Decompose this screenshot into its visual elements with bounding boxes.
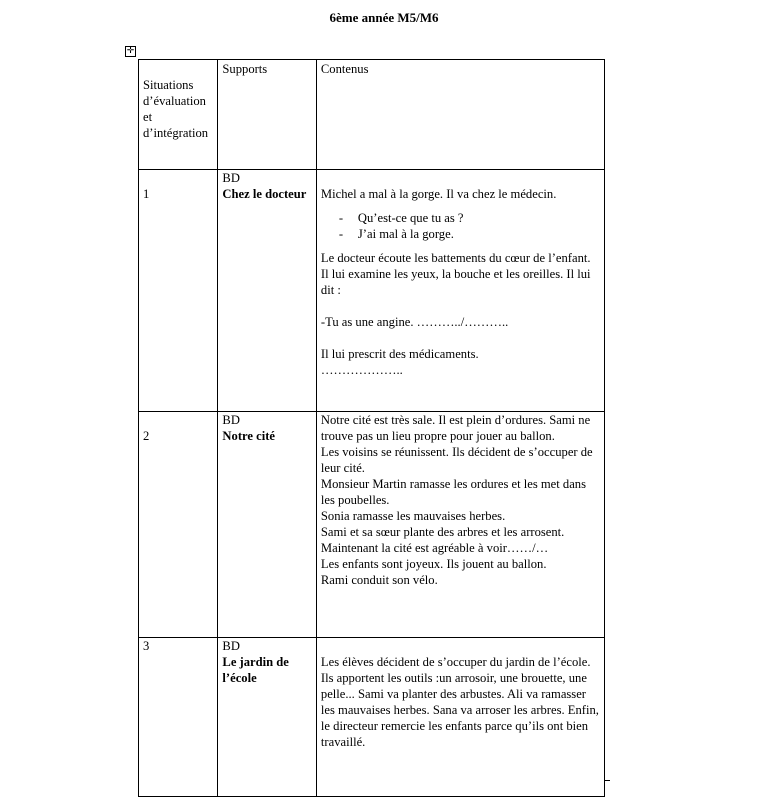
- content-intro: Michel a mal à la gorge. Il va chez le médecin.: [320, 187, 557, 201]
- support-cell: [218, 170, 316, 412]
- row-number-cell: [139, 638, 218, 797]
- dialogue-line: - J’ai mal à la gorge.: [339, 226, 600, 242]
- support-title: Notre cité: [222, 429, 275, 443]
- row-number: 1: [143, 187, 150, 201]
- header-contenus: Contenus: [316, 60, 604, 170]
- table-row: [139, 638, 605, 797]
- content-cell: [316, 638, 604, 797]
- support-type: BD: [222, 171, 240, 185]
- content-paragraph: Les élèves décident de s’occuper du jardin de l’école. Ils apportent les outils :un arrosoir, une brouette, une pelle... Sami va planter des arbustes. Ali va ramasser les mauvaises herbes. Sana va arroser les arbres. Enfin, le directeur remercie les enfants parce qu’ils ont bien travaillé.: [320, 655, 599, 749]
- content-paragraph: -Tu as une angine. ………../………..: [320, 315, 509, 329]
- content-line: Rami conduit son vélo.: [320, 573, 438, 587]
- support-title: Chez le docteur: [222, 187, 307, 201]
- content-line: Sonia ramasse les mauvaises herbes.: [320, 509, 506, 523]
- content-line: Monsieur Martin ramasse les ordures et les met dans les poubelles.: [320, 477, 587, 507]
- dialogue-line: - Qu’est-ce que tu as ?: [339, 210, 600, 226]
- content-line: Sami et sa sœur plante des arbres et les arrosent.: [320, 525, 565, 539]
- table-end-mark: [604, 780, 610, 781]
- page-title: 6ème année M5/M6: [329, 10, 439, 25]
- row-number: 2: [143, 429, 150, 443]
- row-number-cell: [139, 412, 218, 638]
- support-cell: [218, 638, 316, 797]
- table-move-handle-icon[interactable]: ✛: [126, 46, 135, 56]
- table-row: [139, 412, 605, 638]
- content-paragraph: Il lui prescrit des médicaments.: [320, 347, 479, 361]
- content-paragraph: ………………..: [320, 363, 403, 377]
- dialogue-list: [321, 210, 600, 242]
- header-supports: Supports: [218, 60, 316, 170]
- content-line: Les enfants sont joyeux. Ils jouent au ballon.: [320, 557, 547, 571]
- content-line: Les voisins se réunissent. Ils décident de s’occuper de leur cité.: [320, 445, 593, 475]
- row-number: 3: [143, 639, 150, 653]
- support-title: Le jardin de l’école: [222, 655, 289, 685]
- content-line: Maintenant la cité est agréable à voir……/…: [320, 541, 549, 555]
- content-cell: [316, 170, 604, 412]
- support-cell: [218, 412, 316, 638]
- table-row: [139, 170, 605, 412]
- content-cell: [316, 412, 604, 638]
- evaluation-table: [138, 59, 605, 797]
- row-number-cell: [139, 170, 218, 412]
- content-paragraph: Le docteur écoute les battements du cœur de l’enfant. Il lui examine les yeux, la bouche et les oreilles. Il lui dit :: [320, 251, 591, 297]
- header-situations: Situations d’évaluation et d’intégration: [139, 60, 218, 170]
- table-header-row: [139, 60, 605, 170]
- support-type: BD: [222, 639, 240, 653]
- support-type: BD: [222, 413, 240, 427]
- content-line: Notre cité est très sale. Il est plein d’ordures. Sami ne trouve pas un lieu propre pour jouer au ballon.: [320, 413, 591, 443]
